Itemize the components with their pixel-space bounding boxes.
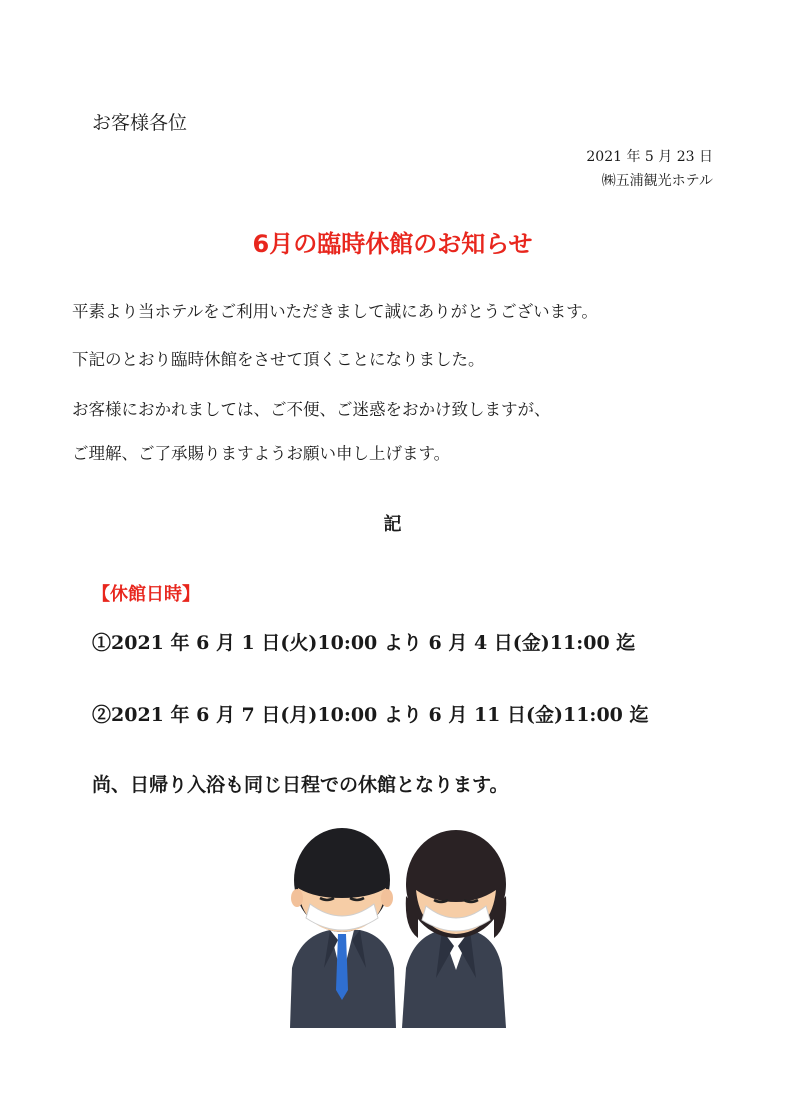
body-line-3: お客様におかれましては、ご不便、ご迷惑をおかけ致しますが、: [72, 400, 551, 419]
woman-bowing-icon: [402, 830, 506, 1028]
salutation: お客様各位: [92, 112, 188, 134]
notice-title: 6月の臨時休館のお知らせ: [252, 230, 533, 258]
schedule-item-1: ①2021 年 6 月 1 日(火)10:00 より 6 月 4 日(金)11:00 迄: [92, 632, 636, 654]
schedule-item-2: ②2021 年 6 月 7 日(月)10:00 より 6 月 11 日(金)11:00 迄: [92, 704, 649, 726]
day-bath-note: 尚、日帰り入浴も同じ日程での休館となります。: [92, 774, 509, 796]
ki-heading: 記: [383, 514, 402, 535]
man-bowing-icon: [290, 828, 396, 1028]
sender-name: ㈱五浦観光ホテル: [601, 173, 713, 189]
letter-date: 2021 年 5 月 23 日: [586, 149, 713, 165]
bowing-staff-illustration: [270, 818, 520, 1028]
closure-dates-label: 【休館日時】: [92, 584, 200, 605]
body-line-2: 下記のとおり臨時休館をさせて頂くことになりました。: [72, 350, 485, 369]
body-line-1: 平素より当ホテルをご利用いただきまして誠にありがとうございます。: [72, 302, 598, 321]
body-line-4: ご理解、ご了承賜りますようお願い申し上げます。: [72, 444, 451, 463]
